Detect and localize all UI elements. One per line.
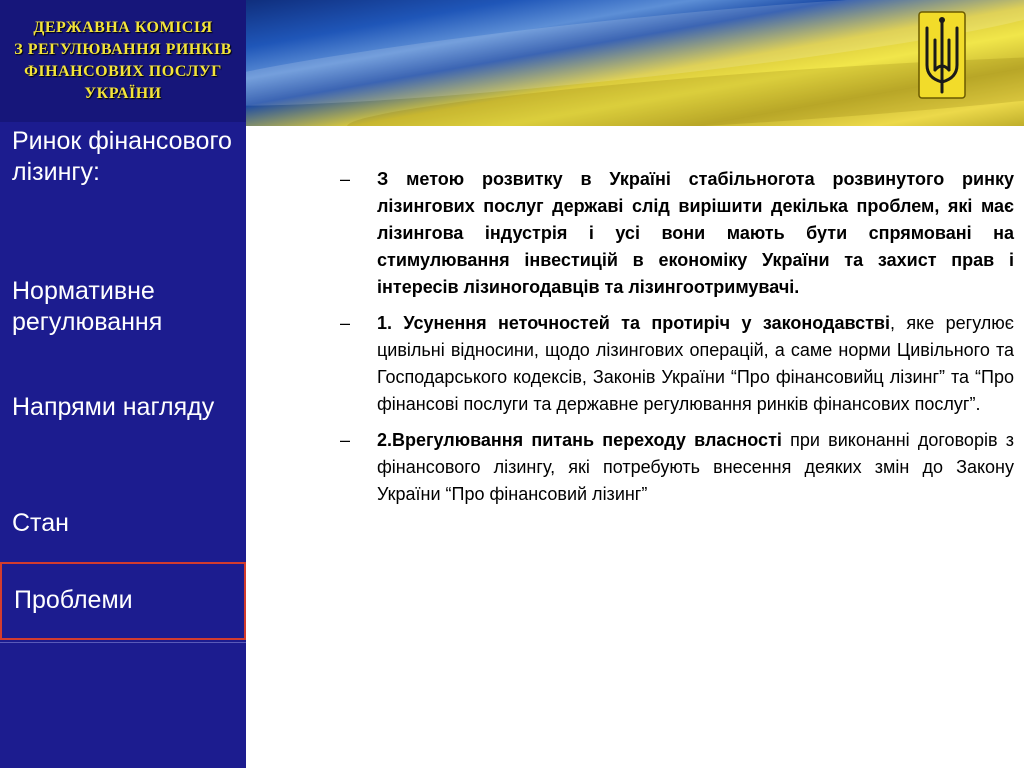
bullet-item-2 bbox=[340, 310, 1014, 418]
bullet-item-1 bbox=[340, 166, 1014, 301]
bullet-item-3 bbox=[340, 427, 1014, 508]
sidebar bbox=[0, 0, 246, 768]
bullet-marker: – bbox=[340, 430, 351, 450]
bullet-marker: – bbox=[340, 313, 351, 333]
bullet-3-bold-text: 2.Врегулювання питань переходу власності bbox=[377, 430, 782, 450]
bullet-2-text: , яке регулює цивільні відносини, щодо лізингових операцій, а саме норми Цивільного та Господарського кодексів, Законів України “Про фінансовийц лізинг” та “Про фінансові послуги та державне регулювання ринків фінансових послуг”. bbox=[377, 313, 1014, 414]
org-line-3: ФІНАНСОВИХ ПОСЛУГ bbox=[24, 63, 222, 80]
bullet-2-bold-text: 1. Усунення неточностей та протиріч у законодавстві bbox=[377, 313, 890, 333]
flag-banner bbox=[246, 0, 1024, 126]
trident-emblem-icon bbox=[917, 10, 967, 100]
main-content bbox=[340, 166, 1014, 517]
sidebar-item-market[interactable]: Ринок фінансового лізингу: bbox=[12, 127, 232, 186]
sidebar-item-state[interactable]: Стан bbox=[12, 509, 69, 537]
bullet-marker: – bbox=[340, 169, 351, 189]
sidebar-item-supervision[interactable]: Напрями нагляду bbox=[12, 393, 215, 421]
sidebar-item-problems[interactable]: Проблеми bbox=[0, 562, 246, 640]
org-line-2: З РЕГУЛЮВАННЯ РИНКІВ bbox=[14, 41, 232, 58]
organization-header bbox=[0, 0, 246, 122]
sidebar-divider bbox=[0, 642, 246, 643]
org-line-1: ДЕРЖАВНА КОМІСІЯ bbox=[33, 19, 213, 36]
bullet-3-text: при виконанні договорів з фінансового лізингу, які потребують внесення деяких змін до Закону України “Про фінансовий лізинг” bbox=[377, 430, 1014, 504]
bullet-1-bold-text: З метою розвитку в Україні стабільногота розвинутого ринку лізингових послуг державі слід вирішити декілька проблем, які має лізингова індустрія і усі вони мають бути спрямовані на стимулювання інвестицій в економіку України та захист прав і інтересів лізиногодавців та лізингоотримувачі. bbox=[377, 169, 1014, 297]
org-line-4: УКРАЇНИ bbox=[84, 85, 162, 102]
sidebar-item-regulation[interactable]: Нормативне регулювання bbox=[12, 277, 163, 336]
